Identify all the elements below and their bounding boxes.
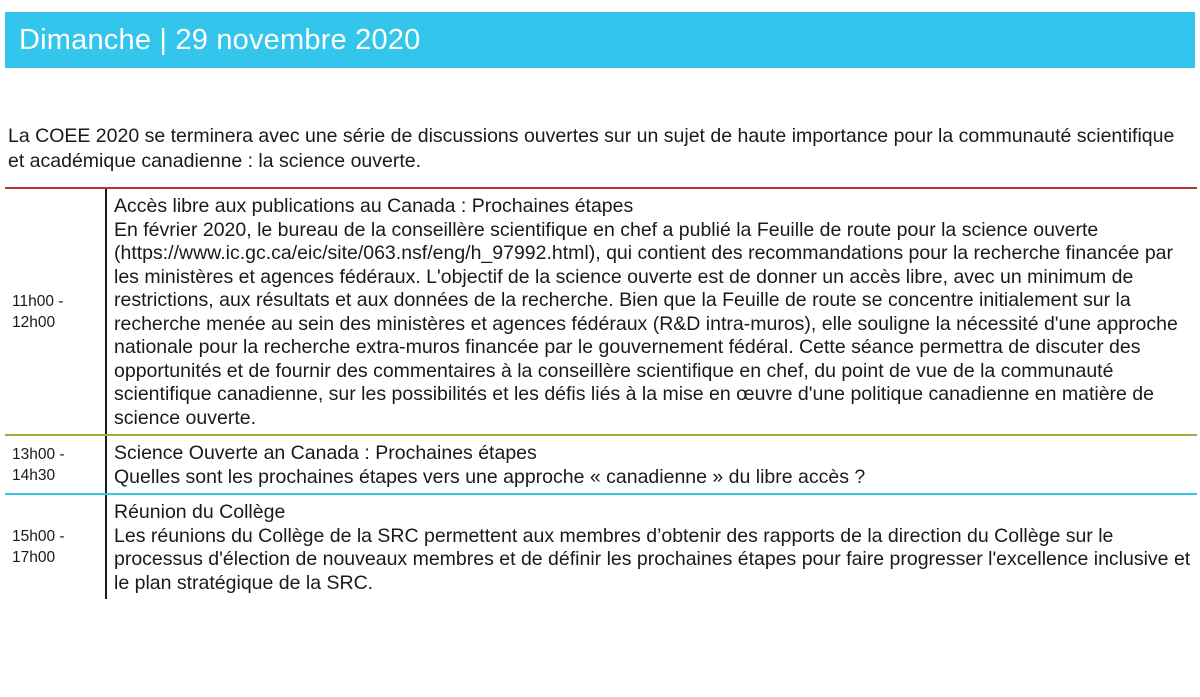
time-start: 13h00 - — [12, 445, 65, 463]
session-title: Science Ouverte an Canada : Prochaines étapes — [114, 442, 537, 464]
schedule-row-1 — [5, 187, 1197, 434]
session-content — [107, 495, 1197, 599]
session-title: Réunion du Collège — [114, 501, 286, 523]
session-description: Les réunions du Collège de la SRC permettent aux membres d’obtenir des rapports de la direction du Collège sur le processus d'élection de nouveaux membres et de définir les prochaines étapes pour faire progresser l'excellence inclusive et le plan stratégique de la SRC. — [114, 524, 1191, 594]
time-end: 14h30 — [12, 466, 56, 484]
time-end: 17h00 — [12, 549, 56, 566]
time-cell — [5, 495, 107, 599]
day-header-bar — [5, 12, 1195, 68]
session-title: Accès libre aux publications au Canada : Prochaines étapes — [114, 195, 634, 217]
session-content — [107, 189, 1197, 434]
time-start: 11h00 - — [12, 292, 64, 310]
schedule-row-3 — [5, 493, 1197, 599]
schedule-table — [5, 187, 1197, 599]
time-cell — [5, 436, 107, 493]
session-content — [107, 436, 1197, 493]
time-cell — [5, 189, 107, 434]
intro-paragraph: La COEE 2020 se terminera avec une série de discussions ouvertes sur un sujet de haute importance pour la communauté scientifique et académique canadienne : la science ouverte. — [8, 124, 1175, 172]
schedule-row-2 — [5, 434, 1197, 493]
session-description: En février 2020, le bureau de la conseillère scientifique en chef a publié la Feuille de route pour la science ouverte (https://www.ic.gc.ca/eic/site/063.nsf/eng/h_97992.html), qui contient des recommandations pour la recherche financée par les ministères et agences fédéraux. L'objectif de la science ouverte est de donner un accès libre, avec un minimum de restrictions, aux résultats et aux données de la recherche. Bien que la Feuille de route se concentre initialement sur la recherche menée au sein des ministères et agences fédéraux (R&D intra-muros), elle souligne la nécessité d'une approche nationale pour la recherche extra-muros financée par le gouvernement fédéral. Cette séance permettra de discuter des opportunités et de fournir des commentaires à la conseillère scientifique en chef, du point de vue de la communauté scientifique canadienne, sur les possibilités et les défis liés à la mise en œuvre d'une politique canadienne en matière de science ouverte. — [114, 218, 1178, 429]
time-start: 15h00 - — [12, 528, 65, 545]
time-end: 12h00 — [12, 313, 56, 331]
session-description: Quelles sont les prochaines étapes vers une approche « canadienne » du libre accès ? — [114, 465, 866, 488]
day-title: Dimanche | 29 novembre 2020 — [19, 23, 421, 56]
